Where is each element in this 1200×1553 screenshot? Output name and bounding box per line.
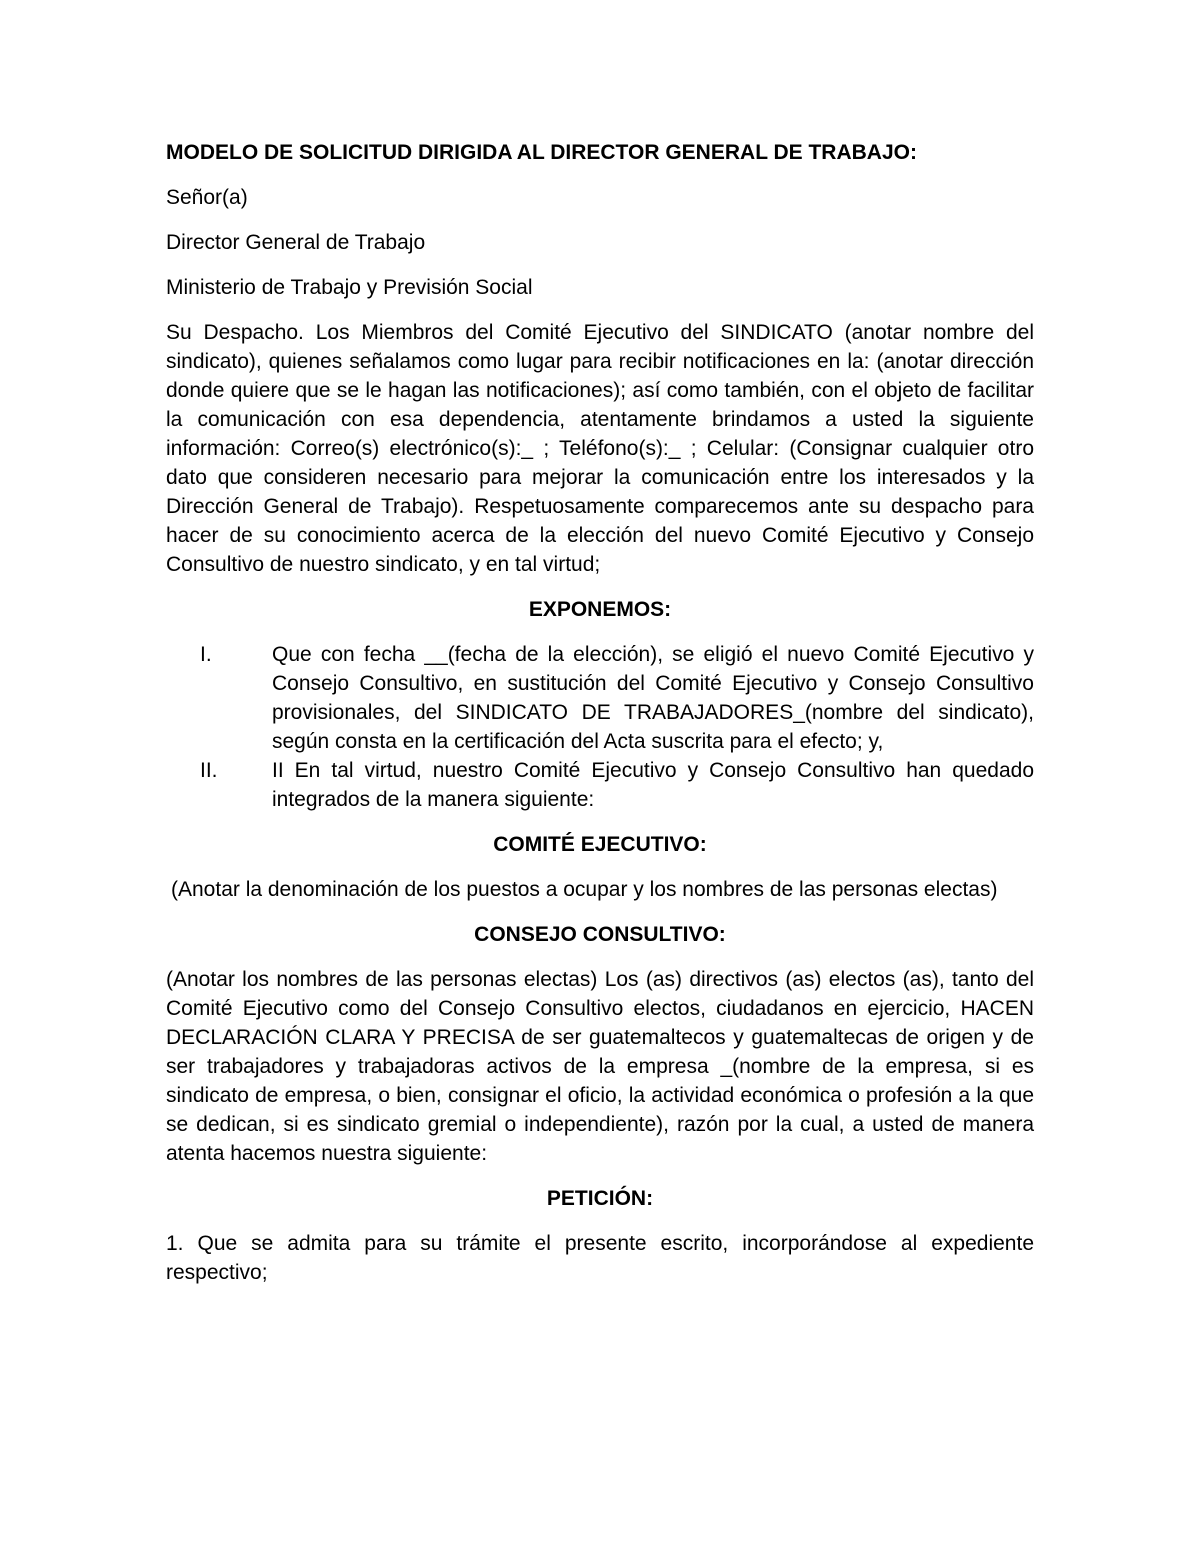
consejo-consultivo-text: (Anotar los nombres de las personas electas) Los (as) directivos (as) electos (as), tanto del Comité Ejecutivo como del Consejo Consultivo electos, ciudadanos en ejercicio, HACEN DECLARACIÓN CLARA Y PRECISA de ser guatemaltecos y guatemaltecas de origen y de ser trabajadores y trabajadoras activos de la empresa _(nombre de la empresa, si es sindicato de empresa, o bien, consignar el oficio, la actividad económica o profesión a la que se dedican, si es sindicato gremial o independiente), razón por la cual, a usted de manera atenta hacemos nuestra siguiente: [166,968,1034,1165]
peticion-item-1: 1. Que se admita para su trámite el presente escrito, incorporándose al expediente respectivo; [166,1232,1034,1284]
recipient-organization: Ministerio de Trabajo y Previsión Social [166,276,533,299]
list-item-text: Que con fecha __(fecha de la elección), se eligió el nuevo Comité Ejecutivo y Consejo Consultivo, en sustitución del Comité Ejecutivo y Consejo Consultivo provisionales, del SINDICATO DE TRABAJADORES_(nombre del sindicato), según consta en la certificación del Acta suscrita para el efecto; y, [272,643,1034,753]
document-title: MODELO DE SOLICITUD DIRIGIDA AL DIRECTOR GENERAL DE TRABAJO: [166,141,917,164]
exponemos-list [166,640,1034,814]
recipient-title: Director General de Trabajo [166,231,426,254]
comite-ejecutivo-heading: COMITÉ EJECUTIVO: [493,833,707,856]
list-item-number: II. [200,759,218,782]
salutation: Señor(a) [166,186,248,209]
comite-ejecutivo-text: (Anotar la denominación de los puestos a ocupar y los nombres de las personas electas) [171,878,998,901]
list-item-text: II En tal virtud, nuestro Comité Ejecutivo y Consejo Consultivo han quedado integrados de la manera siguiente: [272,759,1034,811]
consejo-consultivo-heading: CONSEJO CONSULTIVO: [474,923,726,946]
list-item-number: I. [200,643,212,666]
intro-paragraph: Su Despacho. Los Miembros del Comité Ejecutivo del SINDICATO (anotar nombre del sindicato), quienes señalamos como lugar para recibir notificaciones en la: (anotar dirección donde quiere que se le hagan las notificaciones); así como también, con el objeto de facilitar la comunicación con esa dependencia, atentamente brindamos a usted la siguiente información: Correo(s) electrónico(s):_ ; Teléfono(s):_ ; Celular: (Consignar cualquier otro dato que consideren necesario para mejorar la comunicación entre los interesados y la Dirección General de Trabajo). Respetuosamente comparecemos ante su despacho para hacer de su conocimiento acerca de la elección del nuevo Comité Ejecutivo y Consejo Consultivo de nuestro sindicato, y en tal virtud; [166,321,1034,576]
list-item [166,756,1034,814]
peticion-heading: PETICIÓN: [546,1187,654,1210]
document-page [166,138,1034,1303]
list-item [166,640,1034,756]
exponemos-heading: EXPONEMOS: [528,598,672,621]
